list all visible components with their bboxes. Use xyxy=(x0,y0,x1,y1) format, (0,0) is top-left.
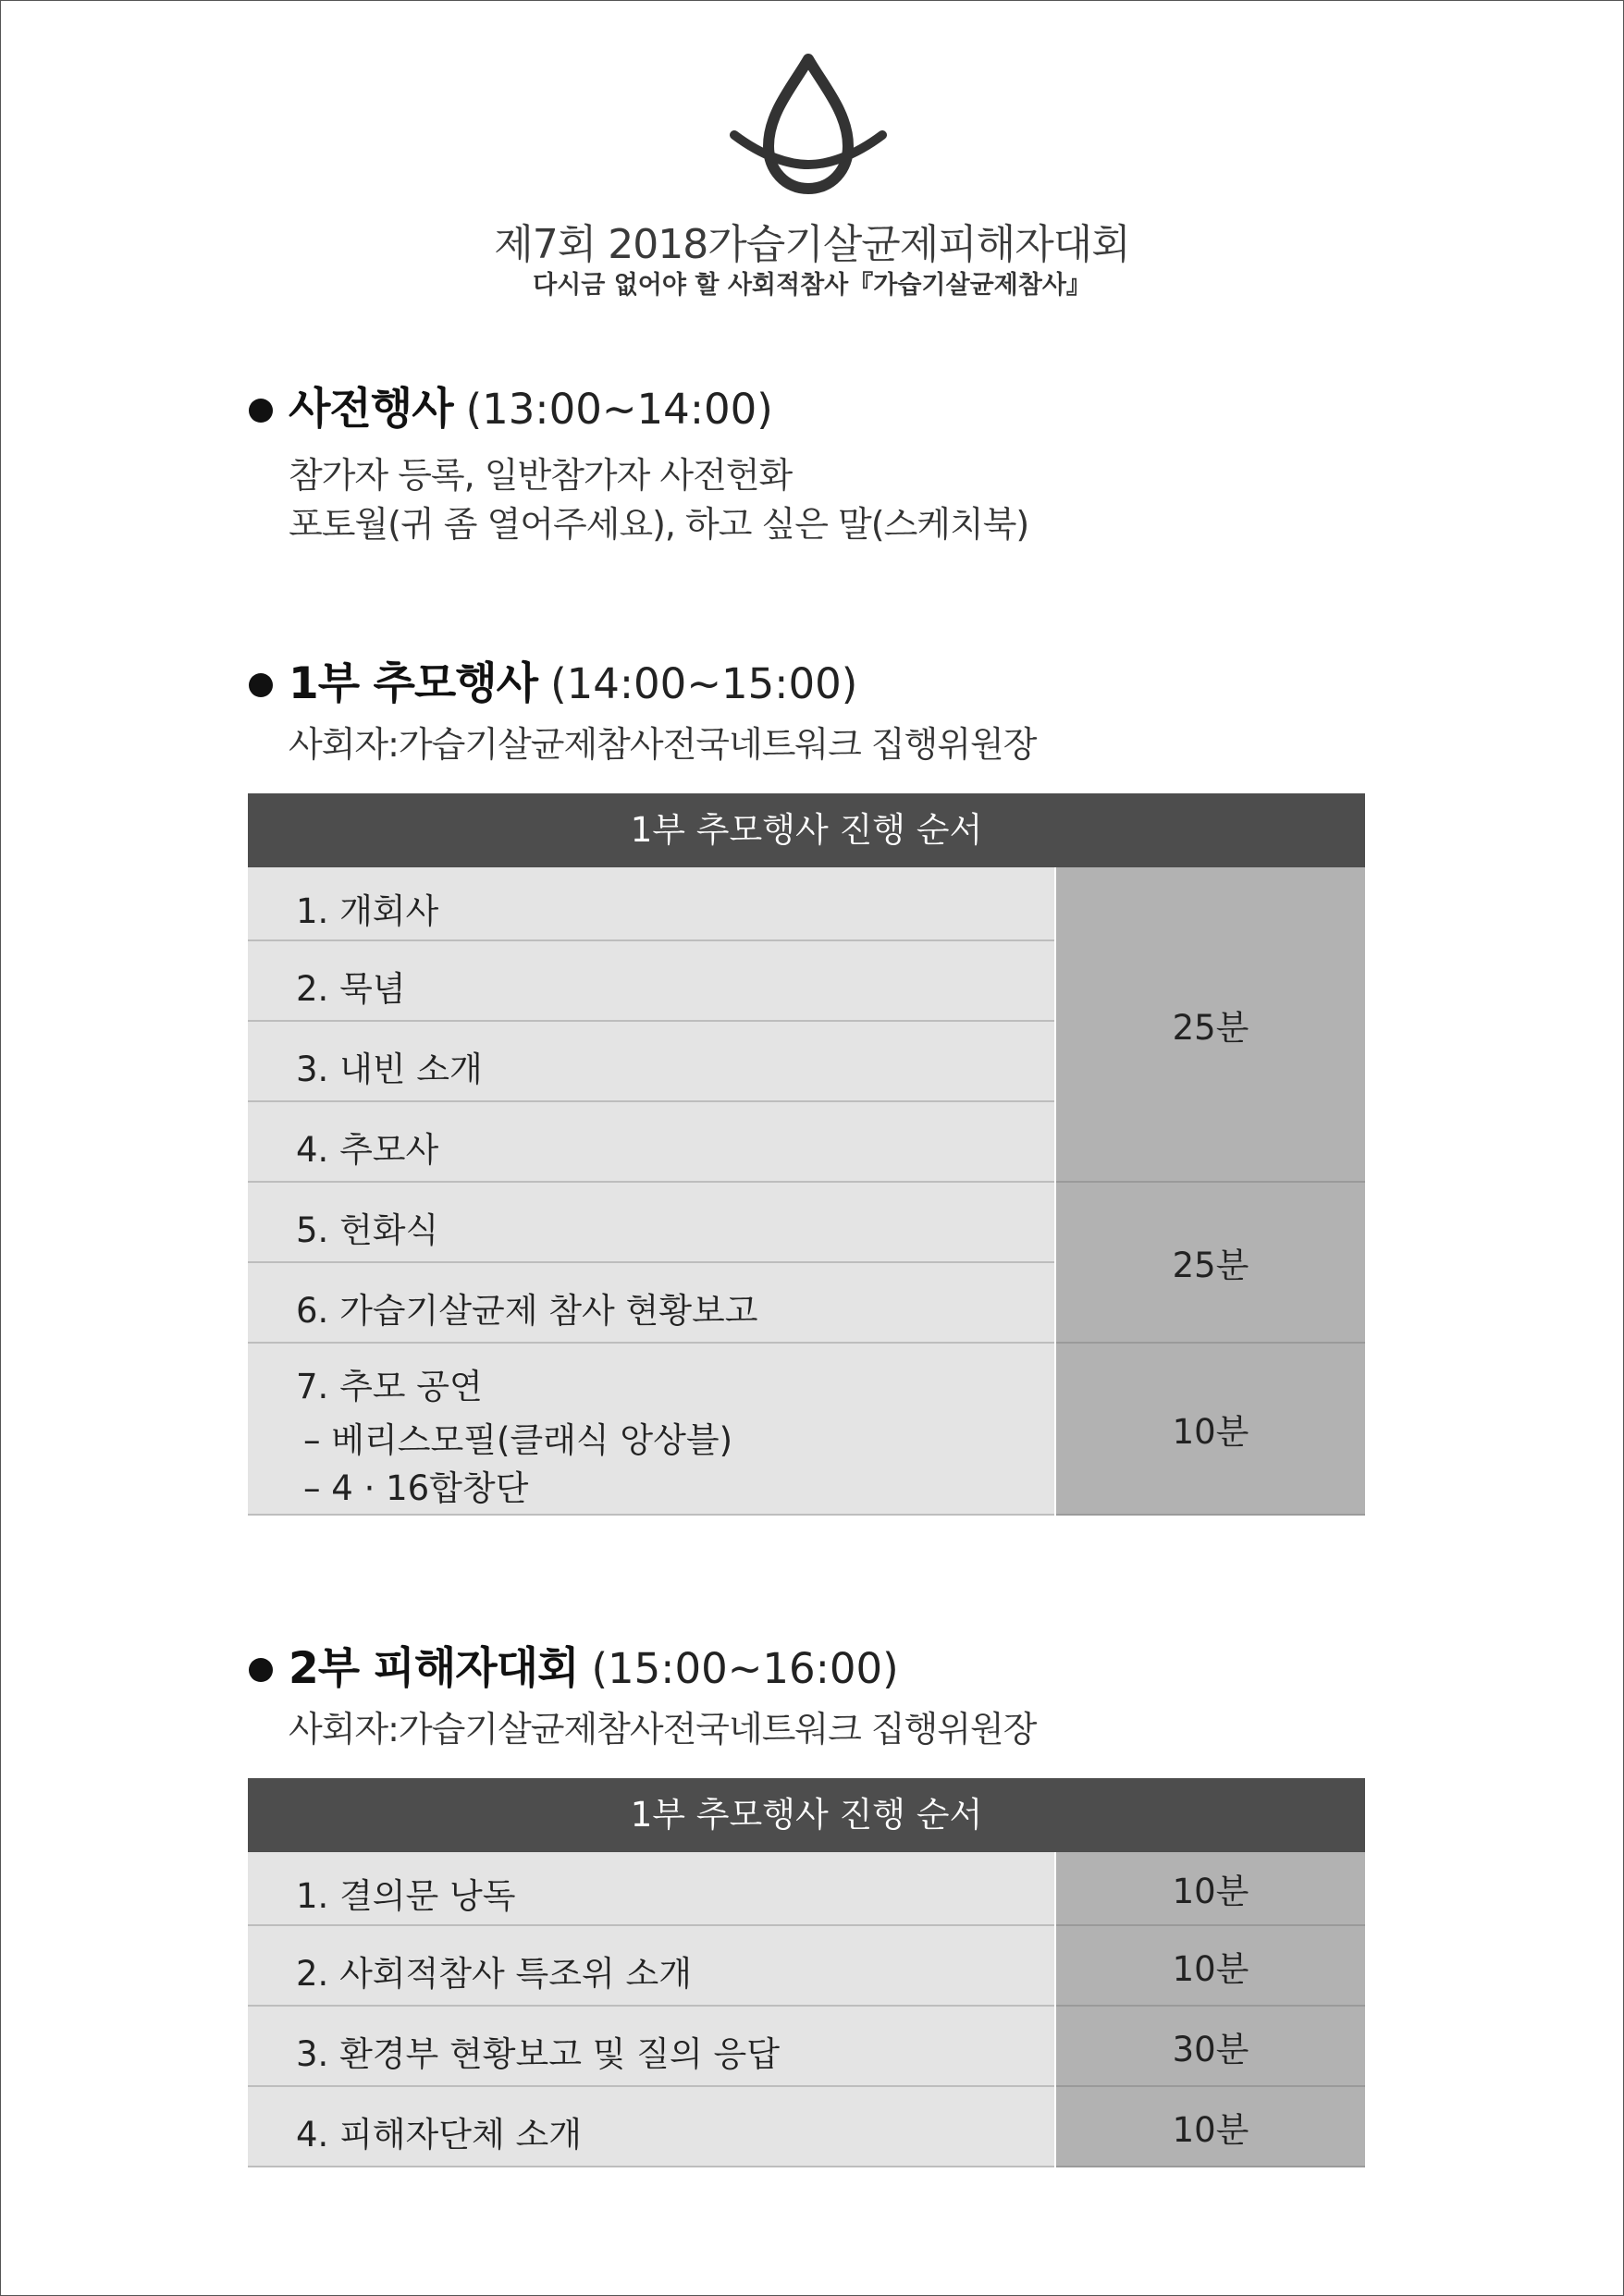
bullet-dot-icon xyxy=(249,1658,273,1682)
drop-logo-icon xyxy=(727,54,890,198)
row-sub-item: – 4 · 16합창단 xyxy=(303,1468,529,1508)
row-label: 3. 내빈 소개 xyxy=(296,1050,483,1089)
row-label: 2. 묵념 xyxy=(296,969,406,1009)
table-row xyxy=(248,1022,1054,1102)
part2-section xyxy=(244,1639,1036,1754)
pre-event-line-1: 참가자 등록, 일반참가자 사전헌화 xyxy=(289,455,793,496)
table-row xyxy=(248,1344,1054,1516)
duration-cell: 10분 xyxy=(1056,1344,1365,1516)
part1-table xyxy=(248,793,1365,1508)
duration-cell: 25분 xyxy=(1056,867,1365,1183)
part1-section xyxy=(244,654,1036,769)
part2-heading xyxy=(244,1639,1036,1700)
bullet-dot-icon xyxy=(249,673,273,697)
part2-table xyxy=(248,1778,1365,2155)
table-row xyxy=(248,1852,1054,1926)
row-label: 6. 가습기살균제 참사 현황보고 xyxy=(296,1291,758,1331)
pre-event-heading xyxy=(244,379,1028,440)
table-row xyxy=(248,1183,1054,1263)
row-label: 4. 추모사 xyxy=(296,1130,439,1170)
event-subtitle: 다시금 없어야 할 사회적참사『가습기살균제참사』 xyxy=(533,271,1091,300)
section-time: (14:00~15:00) xyxy=(550,659,858,708)
pre-event-section xyxy=(244,379,1028,549)
table-row xyxy=(248,1263,1054,1344)
part1-host: 사회자:가습기살균제참사전국네트워크 집행위원장 xyxy=(289,724,1037,765)
bullet-dot-icon xyxy=(249,399,273,423)
event-title: 제7회 2018가습기살균제피해자대회 xyxy=(494,221,1130,268)
table-row xyxy=(248,1926,1054,2007)
row-label: 2. 사회적참사 특조위 소개 xyxy=(296,1954,693,1994)
table-row xyxy=(248,2007,1054,2087)
row-label: 5. 헌화식 xyxy=(296,1210,439,1250)
section-time: (15:00~16:00) xyxy=(591,1644,899,1693)
part2-host: 사회자:가습기살균제참사전국네트워크 집행위원장 xyxy=(289,1709,1037,1750)
section-time: (13:00~14:00) xyxy=(465,385,773,434)
table-row xyxy=(248,1102,1054,1183)
row-sub-item: – 베리스모필(클래식 앙상블) xyxy=(303,1420,733,1460)
row-label: 1. 개회사 xyxy=(296,891,439,931)
table-title: 1부 추모행사 진행 순서 xyxy=(248,793,1365,867)
table-row xyxy=(248,941,1054,1022)
part1-heading xyxy=(244,654,1036,715)
section-name: 사전행사 xyxy=(289,384,453,435)
row-label: 7. 추모 공연 xyxy=(296,1367,483,1406)
row-label: 4. 피해자단체 소개 xyxy=(296,2115,583,2155)
section-name: 1부 추모행사 xyxy=(289,658,538,709)
section-name: 2부 피해자대회 xyxy=(289,1643,579,1694)
duration-cell: 30분 xyxy=(1056,2007,1365,2087)
duration-cell: 10분 xyxy=(1056,1926,1365,2007)
table-title: 1부 추모행사 진행 순서 xyxy=(248,1778,1365,1852)
duration-cell: 10분 xyxy=(1056,2087,1365,2167)
pre-event-line-2: 포토월(귀 좀 열어주세요), 하고 싶은 말(스케치북) xyxy=(289,504,1029,545)
row-label: 3. 환경부 현황보고 및 질의 응답 xyxy=(296,2034,781,2074)
duration-cell: 10분 xyxy=(1056,1852,1365,1926)
table-row xyxy=(248,2087,1054,2167)
row-label: 1. 결의문 낭독 xyxy=(296,1876,516,1916)
duration-cell: 25분 xyxy=(1056,1183,1365,1344)
table-row xyxy=(248,867,1054,941)
